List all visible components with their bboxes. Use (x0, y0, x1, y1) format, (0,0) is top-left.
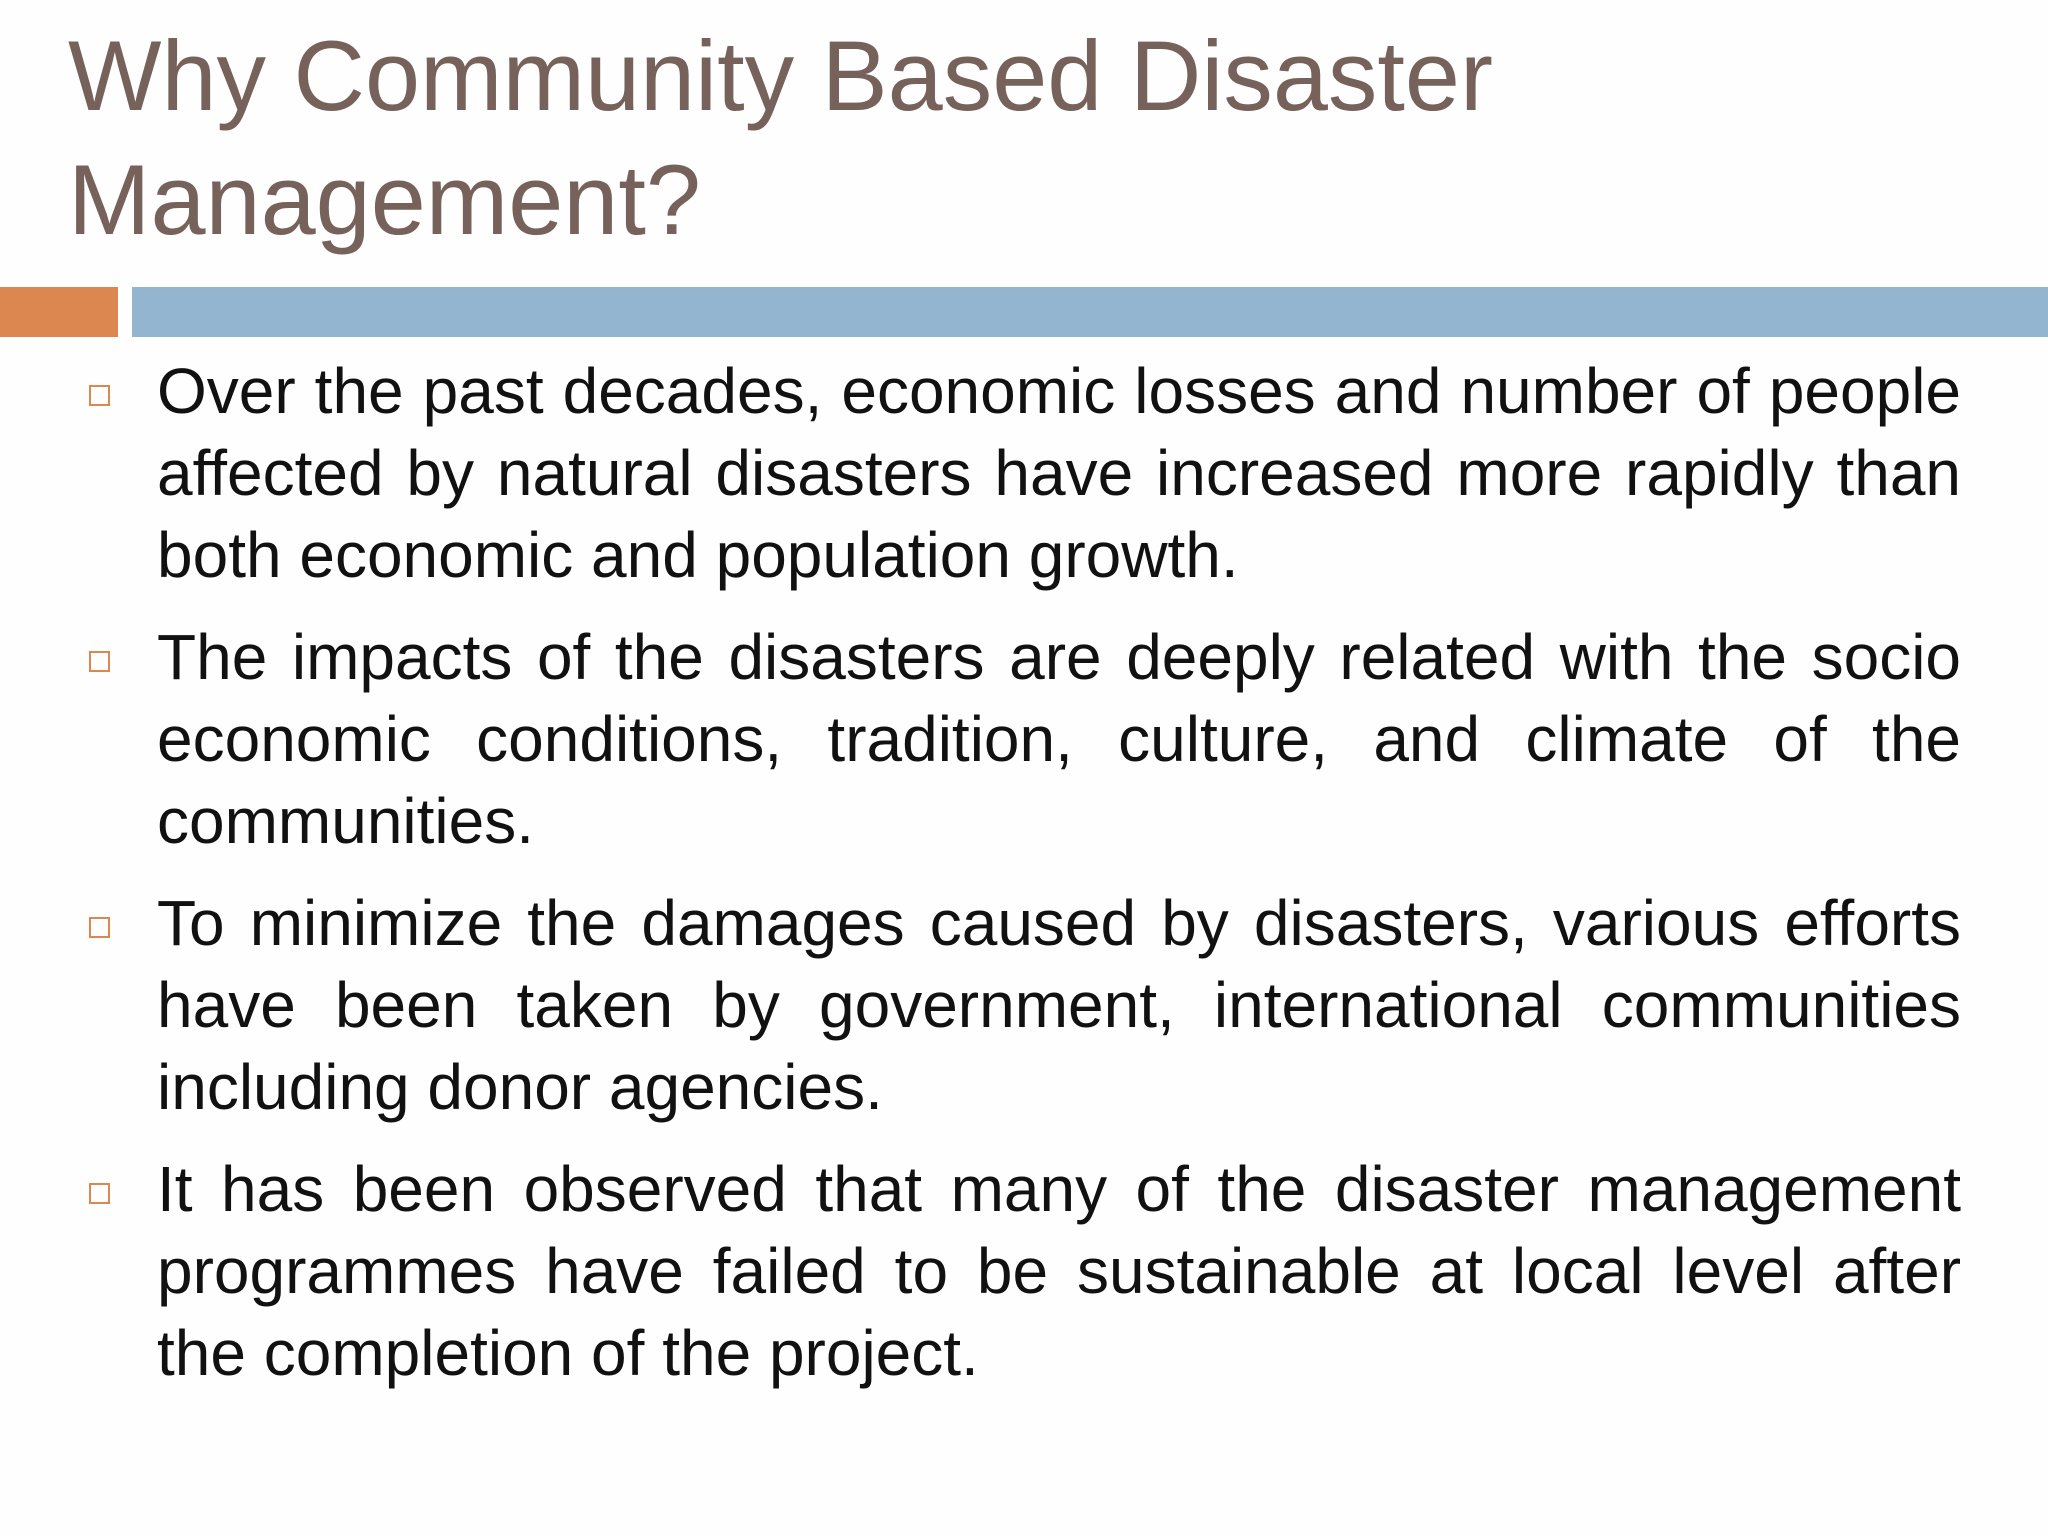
bullet-item (0, 882, 2048, 1128)
square-bullet-icon (89, 917, 110, 938)
bullet-text: Over the past decades, economic losses and number of people affected by natural disasters have increased more rapidly than both economic and population growth. (157, 355, 1961, 591)
slide-title: Why Community Based Disaster Management? (68, 20, 1493, 255)
bullet-item (0, 350, 2048, 596)
header-bar-blue (132, 287, 2048, 337)
square-bullet-icon (89, 385, 110, 406)
bullet-list (0, 350, 2048, 1414)
square-bullet-icon (89, 651, 110, 672)
bullet-text: To minimize the damages caused by disasters, various efforts have been taken by government, international communities including donor agencies. (157, 887, 1961, 1123)
bullet-text: The impacts of the disasters are deeply related with the socio economic conditions, tradition, culture, and climate of the communities. (157, 621, 1961, 857)
bullet-item (0, 616, 2048, 862)
square-bullet-icon (89, 1183, 110, 1204)
bullet-text: It has been observed that many of the disaster management programmes have failed to be sustainable at local level after the completion of the project. (157, 1153, 1961, 1389)
bullet-item (0, 1148, 2048, 1394)
accent-bar-orange (0, 287, 118, 337)
